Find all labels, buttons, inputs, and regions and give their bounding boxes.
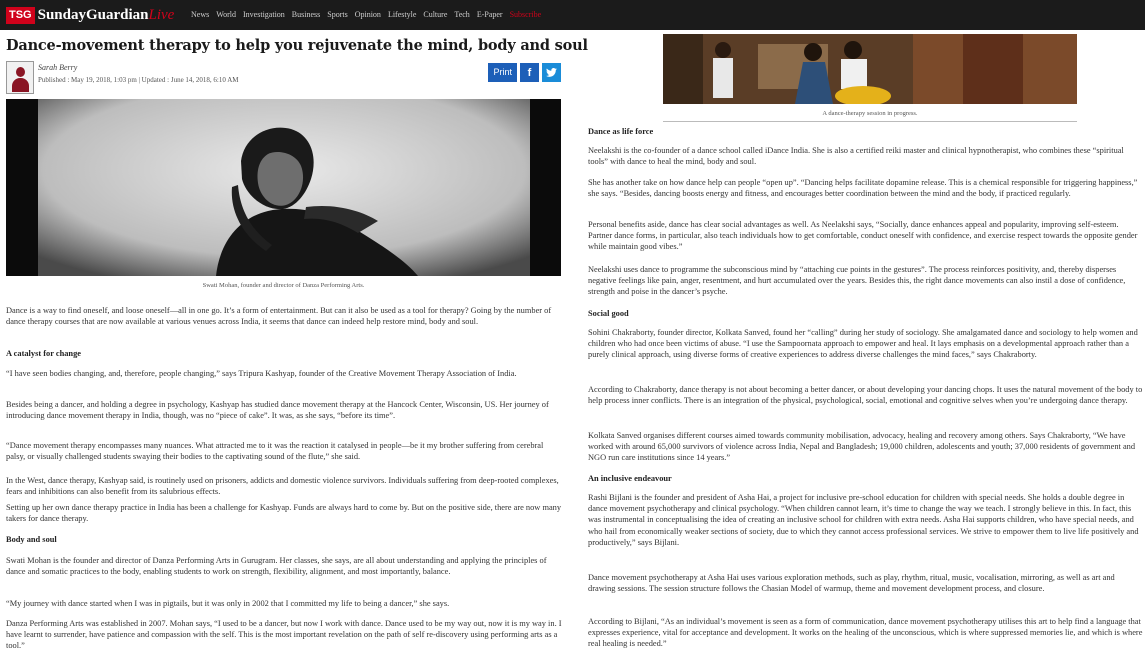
left-paragraph: Setting up her own dance therapy practice in India has been a challenge for Kashyap. Funds are always hard to come by. But on the positive side, there are now many takers for dance therapy. [6,503,562,524]
left-paragraph: “Dance movement therapy encompasses many nuances. What attracted me to it was the reaction it catalysed in people—be it my brother suffering from cerebral palsy, or visually challenged students swaying their bodies to the captivating sound of the flute,” she said. [6,441,544,462]
main-nav [191,10,548,19]
nav-item-lifestyle[interactable]: Lifestyle [387,10,417,19]
dance-session-photo-illustration [663,34,1077,104]
right-paragraph: Dance movement psychotherapy at Asha Hai uses various exploration methods, such as play, rhythm, ritual, music, vocalisation, mirroring, as well as art and drawing sessions. The session structure follows the Chasian Model of warmup, theme and movement development process, and closure. [588,573,1115,594]
left-paragraph: Swati Mohan is the founder and director of Danza Performing Arts in Gurugram. Her classes, she says, are all about understanding and applying the principles of dance and somatic practices to the body, enabling students to work on strength, flexibility, alignment, and most importantly, balance. [6,556,547,577]
article-headline: Dance-movement therapy to help you rejuvenate the mind, body and soul [6,37,588,54]
avatar-body-shape [12,78,29,92]
right-paragraph: She has another take on how dance help can people “open up”. “Dancing helps facilitate dopamine release. This is a chemical responsible for triggering happiness,” she says. “Besides, dancing boosts energy and fitness, and encourages better coordination between the mind and the body, if practiced regularly. [588,178,1138,199]
right-paragraph: According to Chakraborty, dance therapy is not about becoming a better dancer, or about developing your dancing chops. It uses the natural movement of the body to help process inner conflicts. There is an integration of the physical, psychological, social, emotional and cognitive selves when you’re undergoing dance therapy. [588,385,1143,406]
site-logo[interactable] [6,6,174,25]
dancer-photo-illustration [6,99,561,276]
dance-session-photo-caption: A dance-therapy session in progress. [822,110,918,117]
print-button[interactable]: Print [488,63,517,82]
facebook-icon: f [527,66,532,79]
right-section-heading: An inclusive endeavour [588,474,672,483]
right-paragraph: Neelakshi is the co-founder of a dance school called iDance India. She is also a certified reiki master and clinical hypnotherapist, who combines these “spiritual tools” with dance to heal the mind, body and soul. [588,146,1124,167]
nav-item-opinion[interactable]: Opinion [354,10,381,19]
nav-item-business[interactable]: Business [291,10,321,19]
article-byline [6,61,561,95]
left-paragraph: “I have seen bodies changing, and, therefore, people changing,” says Tripura Kashyap, founder of the Creative Movement Therapy Association of India. [6,369,517,378]
left-paragraph: Danza Performing Arts was established in 2007. Mohan says, “I used to be a dancer, but now I work with dance. Dance used to be my way out, now it is my way in. I have learnt to surrender, have patience and compassion with the self. This is the most important revelation on the path of self re-discovery using performing arts as a tool.” [6,619,562,651]
left-section-heading: Body and soul [6,535,57,544]
top-navigation-bar [0,0,1145,30]
nav-item-investigation[interactable]: Investigation [243,10,285,19]
twitter-share-button[interactable] [542,63,561,82]
publish-dates: Published : May 19, 2018, 1:03 pm | Updated : June 14, 2018, 6:10 AM [38,76,239,84]
hero-photo-caption: Swati Mohan, founder and director of Danza Performing Arts. [202,282,365,289]
logo-tsg-badge: TSG [6,7,35,24]
right-section-heading: Dance as life force [588,127,654,136]
nav-item-sports[interactable]: Sports [327,10,348,19]
left-paragraph: Dance is a way to find oneself, and loose oneself—all in one go. It’s a form of entertainment. But can it also be used as a tool for therapy? Going by the number of dance therapy courses that are now available at various venues across India, it seems that dance can indeed help restore mind, body and soul. [6,306,552,327]
right-section-heading: Social good [588,309,629,318]
left-paragraph: In the West, dance therapy, Kashyap said, is routinely used on prisoners, addicts and domestic violence survivors. Individuals suffering from deep-rooted complexes, fears and inhibitions can also benefit from its salubrious effects. [6,476,559,497]
right-paragraph: According to Bijlani, “As an individual’s movement is seen as a form of communication, dance movement psychotherapy utilises this art to help find a language that expresses experience, vital for acceptance and development. It works on the healing of the unconscious, which is where suppressed memories lie, and which is where real healing is needed.” [588,617,1143,649]
right-paragraph: Neelakshi uses dance to programme the subconscious mind by “attaching cue points in the gestures”. The process reinforces positivity, and, thereby disperses negative feelings like pain, anger, resentment, and hurt accumulated over the years. Besides this, the right dance movements can also instil a dose of confidence, strength and poise in the dancer’s psyche. [588,265,1126,297]
left-paragraph: Besides being a dancer, and holding a degree in psychology, Kashyap has studied dance movement therapy at the Hancock Center, Wisconsin, US. Her journey of introducing dance movement therapy in India, though, was no “piece of cake”. It was, as she says, “before its time”. [6,400,549,421]
facebook-share-button[interactable] [520,63,539,82]
hero-photo [6,99,561,276]
nav-item-world[interactable]: World [216,10,237,19]
right-paragraph: Personal benefits aside, dance has clear social advantages as well. As Neelakshi says, “Socially, dance enhances appeal and popularity, improving self-esteem. Partner dance forms, in particular, also teach individuals how to get comfortable, conduct oneself with confidence, and exercise respect towards the opposite gender while maintain good vibes.” [588,220,1138,252]
logo-live-text: Live [148,7,175,23]
author-name[interactable]: Sarah Berry [38,63,78,72]
nav-item-epaper[interactable]: E-Paper [476,10,503,19]
share-buttons [488,63,561,82]
nav-item-tech[interactable]: Tech [454,10,470,19]
left-paragraph: “My journey with dance started when I was in pigtails, but it was only in 2002 that I committed my life to being a dancer,” she says. [6,599,450,608]
author-avatar[interactable] [6,61,34,94]
twitter-icon [546,68,557,77]
logo-brand-name: SundayGuardianLive [37,7,175,23]
avatar-head-shape [16,67,25,77]
right-paragraph: Sohini Chakraborty, founder director, Kolkata Sanved, found her “calling” during her study of sociology. She amalgamated dance and sociology to help women and children who had once been victims of abuse. “I use the Sampoornata approach to empower and heal. It lays emphasis on a developmental approach rather than a purely clinical approach, using diverse forms of creative experiences to address diverse challenges the mind faces,” says Chakraborty. [588,328,1138,360]
nav-item-culture[interactable]: Culture [423,10,448,19]
right-paragraph: Rashi Bijlani is the founder and president of Asha Hai, a project for inclusive pre-school education for children with special needs. She holds a double degree in dance movement psychotherapy and clinical psychology. “When children cannot learn, it’s time to change the way we teach. I strongly believe in this. In fact, this was instrumental in conceptualising the idea of creating an inclusive school for children with extra needs. Asha Hai supports children, who have special needs, and who hail from economically weaker sections of society, due to which they cannot access professional services. We strive to empower them to live life positively and productively,” says Bijlani. [588,493,1139,547]
left-section-heading: A catalyst for change [6,349,81,358]
right-paragraph: Kolkata Sanved organises different courses aimed towards community mobilisation, advocacy, healing and recovery among others. Says Chakraborty, “We have worked with around 65,000 survivors of violence across India, Nepal and Bangladesh; 19,000 children, adolescents and youth; 37,000 residents of government and NGO run care institutions since 14 years.” [588,431,1136,463]
nav-item-subscribe[interactable]: Subscribe [509,10,542,19]
caption-divider [663,121,1077,122]
dance-session-photo [663,34,1077,104]
nav-item-news[interactable]: News [191,10,210,19]
